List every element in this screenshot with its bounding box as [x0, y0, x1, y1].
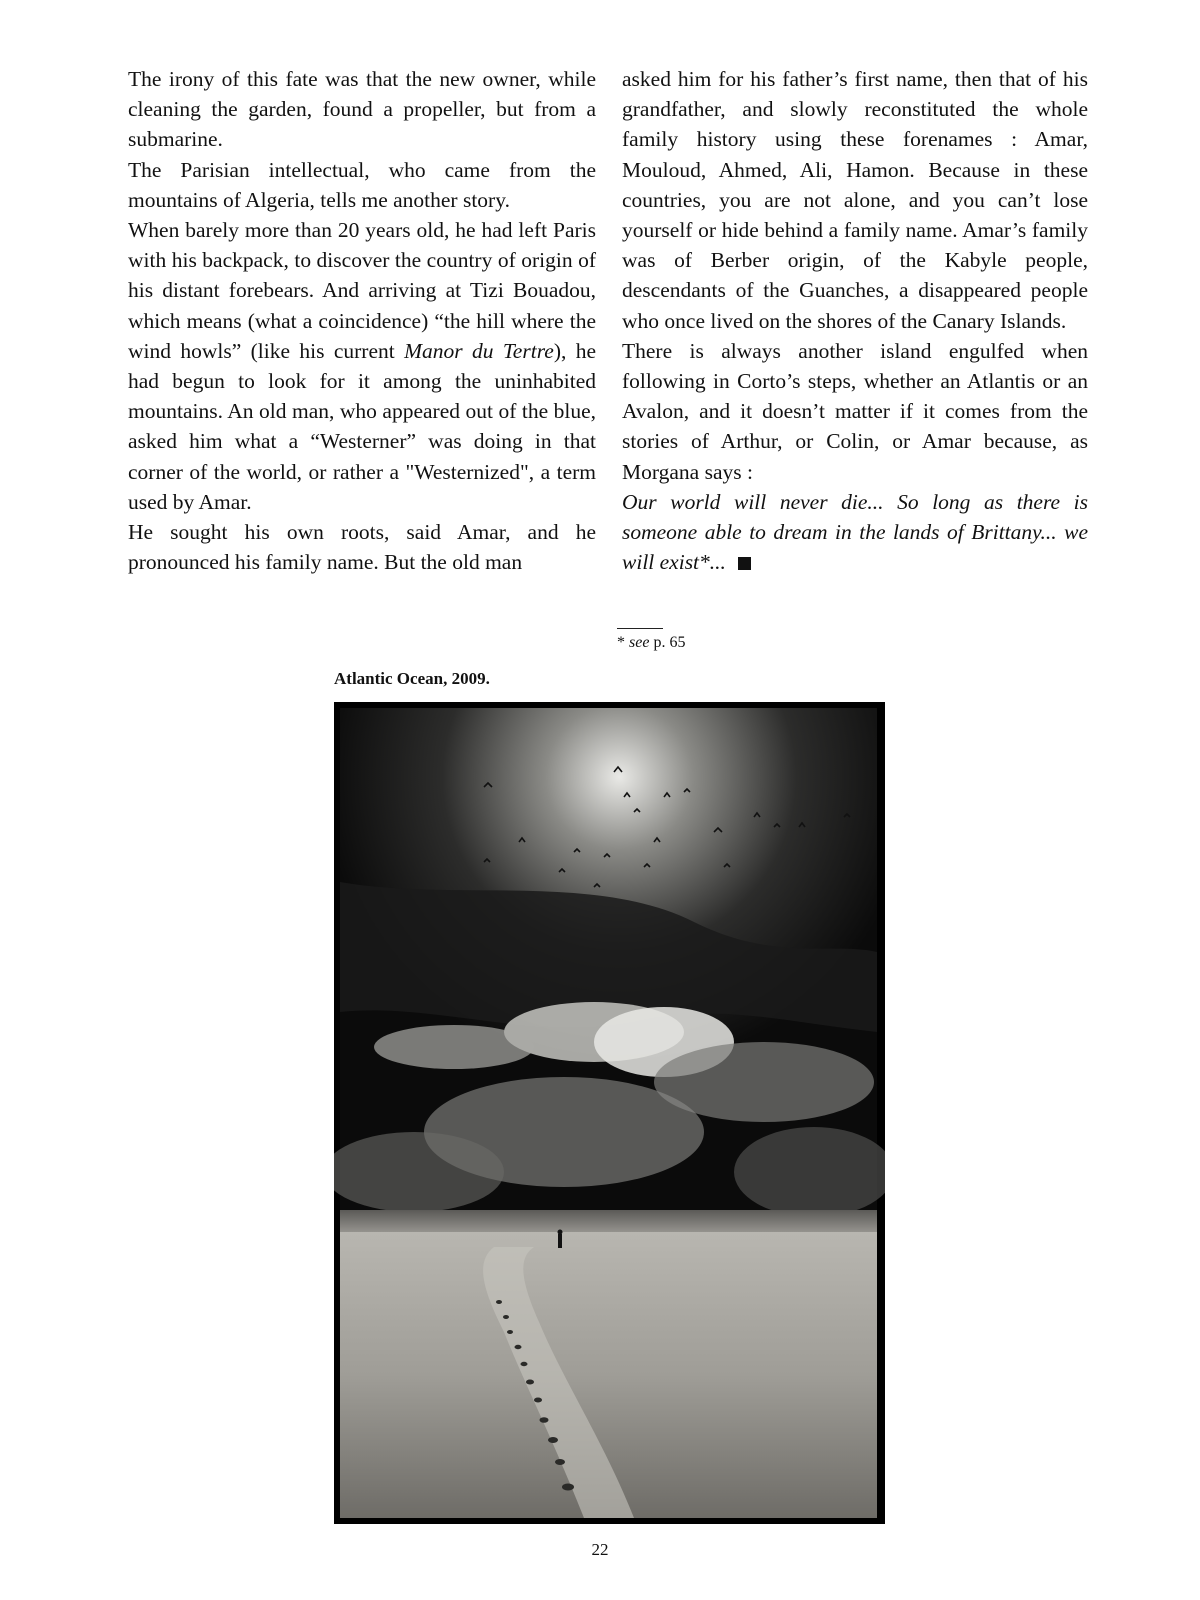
- paragraph: There is always another island engulfed when following in Corto’s steps, whether an Atlantis or an Avalon, and it doesn’t matter if it comes from the stories of Arthur, or Colin, or Amar because, as Morgana says :: [622, 338, 1088, 484]
- photo-caption: Atlantic Ocean, 2009.: [334, 669, 490, 688]
- paragraph: He sought his own roots, said Amar, and he pronounced his family name. But the old man: [128, 520, 596, 575]
- left-text-column: [128, 64, 596, 577]
- paragraph: [128, 215, 596, 517]
- footnote-see: see: [629, 634, 650, 651]
- paragraph: asked him for his father’s first name, then that of his grandfather, and slowly reconstituted the whole family history using these forenames : Amar, Mouloud, Ahmed, Ali, Hamon. Because in these countries, you are not alone, and you can’t lose yourself or hide behind a family name. Amar’s family was of Berber origin, of the Kabyle people, descendants of the Guanches, a disappeared people who once lived on the shores of the Canary Islands.: [622, 67, 1088, 333]
- footnote-rule: [617, 628, 663, 629]
- end-of-article-mark: [738, 557, 751, 570]
- footnote: [617, 633, 685, 653]
- page-number: 22: [591, 1540, 609, 1559]
- footnote-marker: *: [617, 634, 625, 651]
- text-run: ), he had begun to look for it among the uninhabited mountains. An old man, who appeared out of the blue, asked him what a “Westerner” was doing in that corner of the world, or rather a "Westernized", a term used by Amar.: [128, 338, 596, 514]
- text-run: When barely more than 20 years old, he had left Paris with his backpack, to discover the country of origin of his distant forebears. And arriving at Tizi Bouadou, which means (what a coincidence) “the hill where the wind howls” (like his current: [128, 218, 596, 363]
- photo-illustration: [334, 702, 885, 1524]
- photo-beach-footprints: [334, 702, 885, 1524]
- paragraph: The Parisian intellectual, who came from the mountains of Algeria, tells me another story.: [128, 157, 596, 212]
- quote-paragraph: [622, 487, 1088, 578]
- paragraph: The irony of this fate was that the new owner, while cleaning the garden, found a propeller, but from a submarine.: [128, 67, 596, 152]
- italic-title: Manor du Tertre: [404, 338, 554, 363]
- right-text-column: [622, 64, 1088, 577]
- italic-quote: Our world will never die... So long as there is someone able to dream in the lands of Brittany... we will exist*...: [622, 489, 1088, 575]
- footnote-ref: p. 65: [653, 634, 686, 651]
